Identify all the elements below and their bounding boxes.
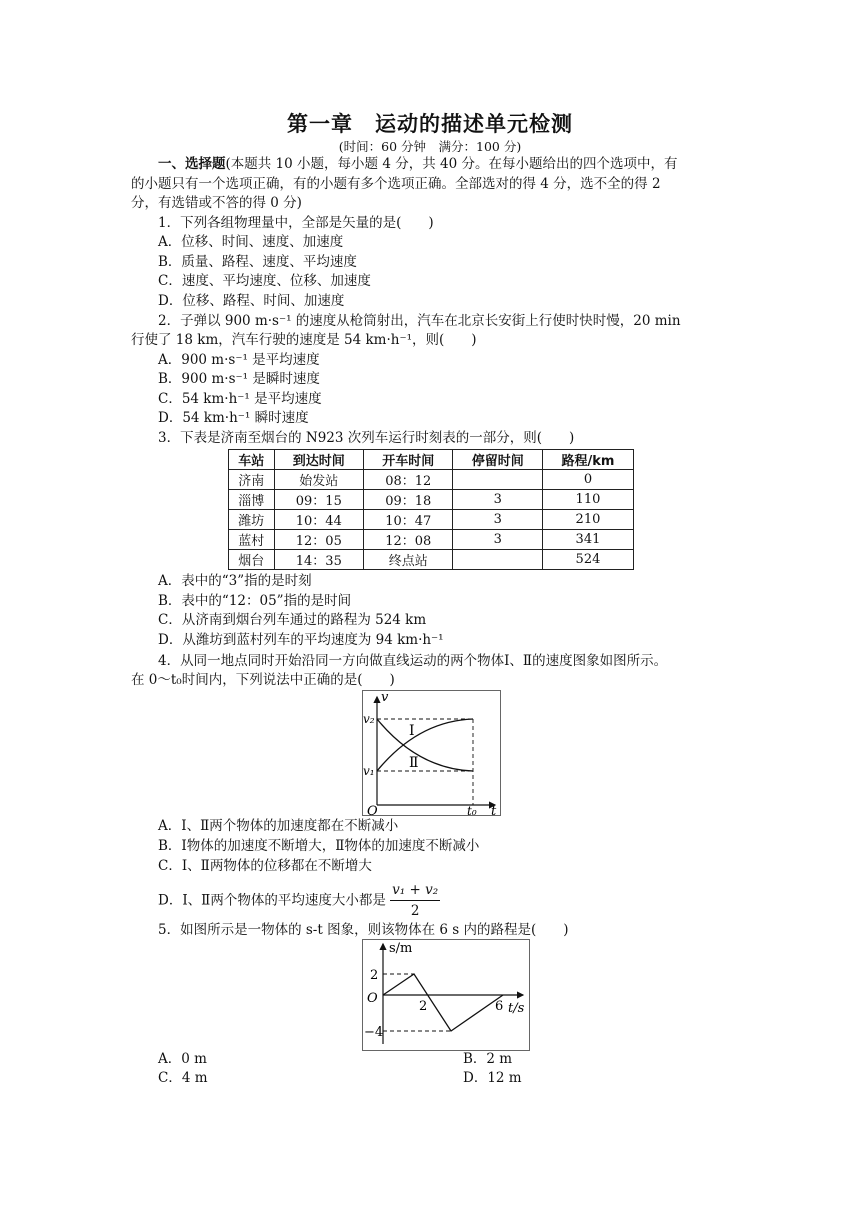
- q3-stem: 3．下表是济南至烟台的 N923 次列车运行时刻表的一部分，则( ): [158, 430, 575, 446]
- table-row: [229, 490, 634, 510]
- table-row: [229, 550, 634, 570]
- curve-II-label: Ⅱ: [409, 755, 419, 771]
- curve-I: [377, 719, 473, 771]
- q1-stem: 1．下列各组物理量中，全部是矢量的是( ): [158, 215, 434, 231]
- table-row: [229, 470, 634, 490]
- table-cell: 潍坊: [229, 510, 275, 530]
- table-cell: 始发站: [274, 470, 363, 490]
- q2-option-c: C．54 km·h⁻¹ 是平均速度: [158, 391, 322, 407]
- train-timetable: [228, 449, 634, 570]
- q5-option-d: D．12 m: [463, 1070, 522, 1086]
- column-header: 到达时间: [274, 450, 363, 470]
- section-intro-line-3: 分，有选错或不答的得 0 分): [131, 195, 302, 211]
- table-cell: 3: [453, 510, 542, 530]
- q3-option-c: C．从济南到烟台列车通过的路程为 524 km: [158, 612, 427, 628]
- column-header: 停留时间: [453, 450, 542, 470]
- vt-graph-svg: [363, 691, 500, 815]
- curve-II: [377, 719, 473, 771]
- table-cell: 济南: [229, 470, 275, 490]
- table-cell: 终点站: [364, 550, 453, 570]
- average-velocity-fraction: [390, 880, 440, 921]
- section-intro-line-2: 的小题只有一个选项正确，有的小题有多个选项正确。全部选对的得 4 分，选不全的得 2: [131, 176, 661, 192]
- column-header: 车站: [229, 450, 275, 470]
- q1-option-a: A．位移、时间、速度、加速度: [158, 234, 344, 250]
- v1-tick-label: v₁: [363, 764, 375, 778]
- table-cell: 10：44: [274, 510, 363, 530]
- q3-option-a: A．表中的“3”指的是时刻: [158, 573, 312, 589]
- q5-option-c: C．4 m: [158, 1070, 208, 1086]
- table-cell: 12：08: [364, 530, 453, 550]
- q4-stem-line-2: 在 0～t₀时间内，下列说法中正确的是( ): [131, 672, 395, 688]
- q1-option-c: C．速度、平均速度、位移、加速度: [158, 273, 371, 289]
- q5-option-a: A．0 m: [158, 1051, 207, 1067]
- t-tick-2: 2: [419, 999, 428, 1014]
- table-header-row: [229, 450, 634, 470]
- table-cell: 14：35: [274, 550, 363, 570]
- y-axis-label: v: [381, 691, 389, 705]
- q2-option-b: B．900 m·s⁻¹ 是瞬时速度: [158, 371, 320, 387]
- page-title: 第一章 运动的描述单元检测: [287, 112, 573, 136]
- origin-label: O: [367, 804, 378, 815]
- s-tick-2: 2: [370, 968, 379, 983]
- table-row: [229, 510, 634, 530]
- t0-tick-label: t₀: [467, 804, 477, 815]
- curve-I-label: Ⅰ: [409, 723, 415, 739]
- q4-stem-line-1: 4．从同一地点同时开始沿同一方向做直线运动的两个物体Ⅰ、Ⅱ的速度图象如图所示。: [158, 653, 668, 669]
- table-cell: 08：12: [364, 470, 453, 490]
- st-graph-svg: [363, 940, 529, 1050]
- q5-option-b: B．2 m: [463, 1051, 513, 1067]
- table-cell: [453, 550, 542, 570]
- x-axis-label: t: [491, 804, 497, 815]
- column-header: 路程/km: [542, 450, 633, 470]
- fraction-denominator: 2: [410, 903, 420, 919]
- q2-stem-line-2: 行使了 18 km，汽车行驶的速度是 54 km·h⁻¹，则( ): [131, 332, 477, 348]
- x-axis-label: t/s: [508, 1001, 525, 1016]
- q4-option-d-line: [158, 880, 440, 921]
- table-cell: 09：18: [364, 490, 453, 510]
- column-header: 开车时间: [364, 450, 453, 470]
- table-cell: 210: [542, 510, 633, 530]
- s-tick-minus4: −4: [364, 1025, 384, 1040]
- v2-tick-label: v₂: [363, 712, 375, 726]
- q1-option-b: B．质量、路程、速度、平均速度: [158, 254, 357, 270]
- table-cell: 3: [453, 530, 542, 550]
- q1-option-d: D．位移、路程、时间、加速度: [158, 293, 345, 309]
- q2-option-a: A．900 m·s⁻¹ 是平均速度: [158, 352, 320, 368]
- table-cell: 蓝村: [229, 530, 275, 550]
- q3-option-d: D．从潍坊到蓝村列车的平均速度为 94 km·h⁻¹: [158, 632, 444, 648]
- table-cell: 341: [542, 530, 633, 550]
- origin-label: O: [367, 991, 378, 1006]
- table-cell: 12：05: [274, 530, 363, 550]
- section-intro-line-1: 一、选择题(本题共 10 小题，每小题 4 分，共 40 分。在每小题给出的四个选项中，有: [158, 156, 678, 172]
- q2-stem-line-1: 2．子弹以 900 m·s⁻¹ 的速度从枪筒射出，汽车在北京长安街上行使时快时慢，20 min: [158, 313, 681, 329]
- section-heading: 一、选择题: [158, 156, 226, 172]
- table-cell: 3: [453, 490, 542, 510]
- exam-info: (时间：60 分钟 满分：100 分): [338, 139, 522, 154]
- q4-option-d: D．Ⅰ、Ⅱ两个物体的平均速度大小都是: [158, 892, 386, 909]
- q4-option-b: B．Ⅰ物体的加速度不断增大，Ⅱ物体的加速度不断减小: [158, 838, 480, 854]
- fraction-numerator: v₁ + v₂: [390, 880, 440, 901]
- table-cell: 09：15: [274, 490, 363, 510]
- q2-option-d: D．54 km·h⁻¹ 瞬时速度: [158, 410, 309, 426]
- q3-option-b: B．表中的“12：05”指的是时间: [158, 593, 352, 609]
- table-cell: [453, 470, 542, 490]
- q4-option-c: C．Ⅰ、Ⅱ两物体的位移都在不断增大: [158, 858, 372, 874]
- displacement-time-graph: [362, 939, 530, 1051]
- table-cell: 烟台: [229, 550, 275, 570]
- q4-option-a: A．Ⅰ、Ⅱ两个物体的加速度都在不断减小: [158, 818, 399, 834]
- velocity-time-graph: [362, 690, 501, 816]
- table-row: [229, 530, 634, 550]
- y-axis-label: s/m: [389, 941, 413, 956]
- q5-stem: 5．如图所示是一物体的 s-t 图象，则该物体在 6 s 内的路程是( ): [158, 922, 569, 938]
- table-cell: 10：47: [364, 510, 453, 530]
- t-tick-6: 6: [495, 999, 504, 1014]
- table-cell: 0: [542, 470, 633, 490]
- table-cell: 淄博: [229, 490, 275, 510]
- st-trajectory-line: [383, 974, 503, 1031]
- table-cell: 524: [542, 550, 633, 570]
- table-cell: 110: [542, 490, 633, 510]
